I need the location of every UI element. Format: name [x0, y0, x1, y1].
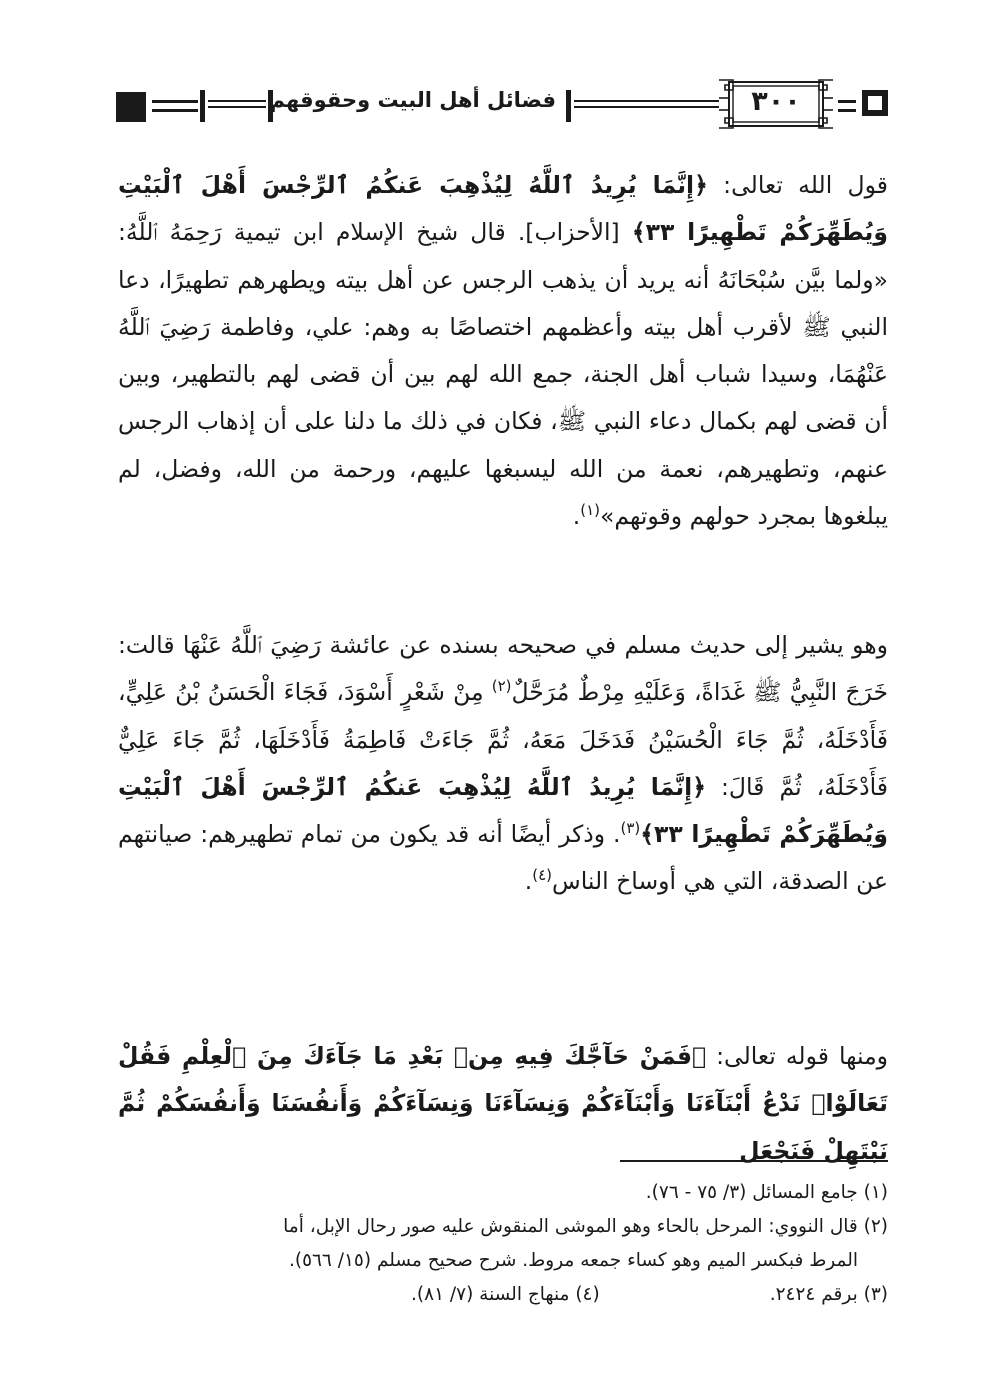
hadith-text: خَرَجَ النَّبِيُّ ﷺ غَدَاةً، وَعَلَيْهِ مِرْطٌ مُرَحَّلٌ: [511, 678, 888, 707]
running-header: [116, 76, 888, 136]
footnote-1: (١) جامع المسائل (٣/ ٧٥ - ٧٦).: [645, 1182, 888, 1203]
header-bar: [200, 90, 205, 122]
paragraph-3: [118, 1033, 888, 1175]
footnote-marker[interactable]: (١): [580, 501, 600, 520]
paragraph-end: .: [572, 502, 581, 531]
paragraph-intro: ومنها قوله تعالى:: [706, 1042, 888, 1070]
header-ornament-square-right: [862, 90, 888, 116]
footnote-marker[interactable]: (٣): [620, 819, 641, 838]
quran-verse: ﴿إِنَّمَا يُرِيدُ ٱللَّهُ لِيُذْهِبَ عَنكُمُ ٱلرِّجْسَ أَهْلَ ٱلْبَيْتِ وَيُطَهِّرَكُمْ تَطْهِيرًا ٣٣﴾: [118, 772, 888, 849]
footnote-separator: [620, 1160, 888, 1162]
footnotes: [116, 1176, 888, 1312]
page-number-frame: [717, 76, 835, 132]
header-title: فضائل أهل البيت وحقوقهم: [269, 88, 556, 112]
header-rule-left: [152, 100, 198, 112]
footnote-2-continued: المرط فبكسر الميم وهو كساء جمعه مروط. شرح صحيح مسلم (١٥/ ٥٦٦).: [288, 1250, 858, 1271]
paragraph-2: [118, 622, 888, 906]
header-rule: [574, 100, 719, 108]
header-bar: [566, 90, 571, 122]
hadith-text: مِنْ شَعْرٍ أَسْوَدَ، فَجَاءَ الْحَسَنُ بْنُ عَلِيٍّ، فَأَدْخَلَهُ، ثُمَّ جَاءَ الْحُسَيْنُ فَدَخَلَ مَعَهُ، ثُمَّ جَاءَتْ فَاطِمَةُ فَأَدْخَلَهَا، ثُمَّ جَاءَ عَلِيٌّ فَأَدْخَلَهُ، ثُمَّ قَالَ:: [118, 678, 889, 801]
footnote-4: (٤) منهاج السنة (٧/ ٨١).: [411, 1284, 600, 1305]
footnote-row: [116, 1278, 888, 1312]
footnote-3: (٣) برقم ٢٤٢٤.: [769, 1284, 888, 1305]
footnote-2: (٢) قال النووي: المرحل بالحاء وهو الموشى المنقوش عليه صور رحال الإبل، أما: [283, 1216, 888, 1237]
header-rule: [208, 100, 266, 108]
quran-verse: ﴿إِنَّمَا يُرِيدُ ٱللَّهُ لِيُذْهِبَ عَنكُمُ ٱلرِّجْسَ أَهْلَ ٱلْبَيْتِ وَيُطَهِّرَكُمْ تَطْهِيرًا ٣٣﴾: [118, 171, 888, 247]
footnote-marker[interactable]: (٢): [491, 677, 512, 696]
quran-verse: ﴿فَمَنْ حَآجَّكَ فِيهِ مِنۢ بَعْدِ مَا جَآءَكَ مِنَ ٱلْعِلْمِ فَقُلْ تَعَالَوْا۟ نَدْعُ أَبْنَآءَنَا وَأَبْنَآءَكُمْ وَنِسَآءَنَا وَنِسَآءَكُمْ وَأَنفُسَنَا وَأَنفُسَكُمْ ثُمَّ نَبْتَهِلْ فَنَجْعَل: [118, 1042, 888, 1165]
paragraph-text: . وذكر أيضًا أنه قد يكون من تمام تطهيرهم: صيانتهم عن الصدقة، التي هي أوساخ الناس: [118, 820, 888, 896]
paragraph-1: [118, 162, 888, 540]
paragraph-end: .: [524, 867, 533, 896]
header-ornament-square-left: [116, 92, 146, 122]
paragraph-intro: قول الله تعالى:: [707, 171, 888, 199]
paragraph-intro: وهو يشير إلى حديث مسلم في صحيحه بسنده عن عائشة رَضِيَ ٱللَّهُ عَنْهَا قالت:: [118, 631, 888, 659]
footnote-marker[interactable]: (٤): [532, 866, 553, 885]
paragraph-text: [الأحزاب]. قال شيخ الإسلام ابن تيمية رَحِمَهُ ٱللَّهُ: «ولما بيَّن سُبْحَانَهُ أنه يريد أن يذهب الرجس عن أهل بيته ويطهرهم تطهيرًا، دعا النبي ﷺ لأقرب أهل بيته وأعظمهم اختصاصًا به وهم: علي، وفاطمة رَضِيَ ٱللَّهُ عَنْهُمَا، وسيدا شباب أهل الجنة، جمع الله لهم بين أن قضى لهم بالتطهير، وبين أن قضى لهم بكمال دعاء النبي ﷺ، فكان في ذلك ما دلنا على أن إذهاب الرجس عنهم، وتطهيرهم، نعمة من الله ليسبغها عليهم، ورحمة من الله، وفضل، لم يبلغوها بمجرد حولهم وقوتهم»: [118, 218, 888, 531]
header-rule-right: [838, 100, 856, 112]
page-number: ٣٠٠: [751, 86, 801, 117]
